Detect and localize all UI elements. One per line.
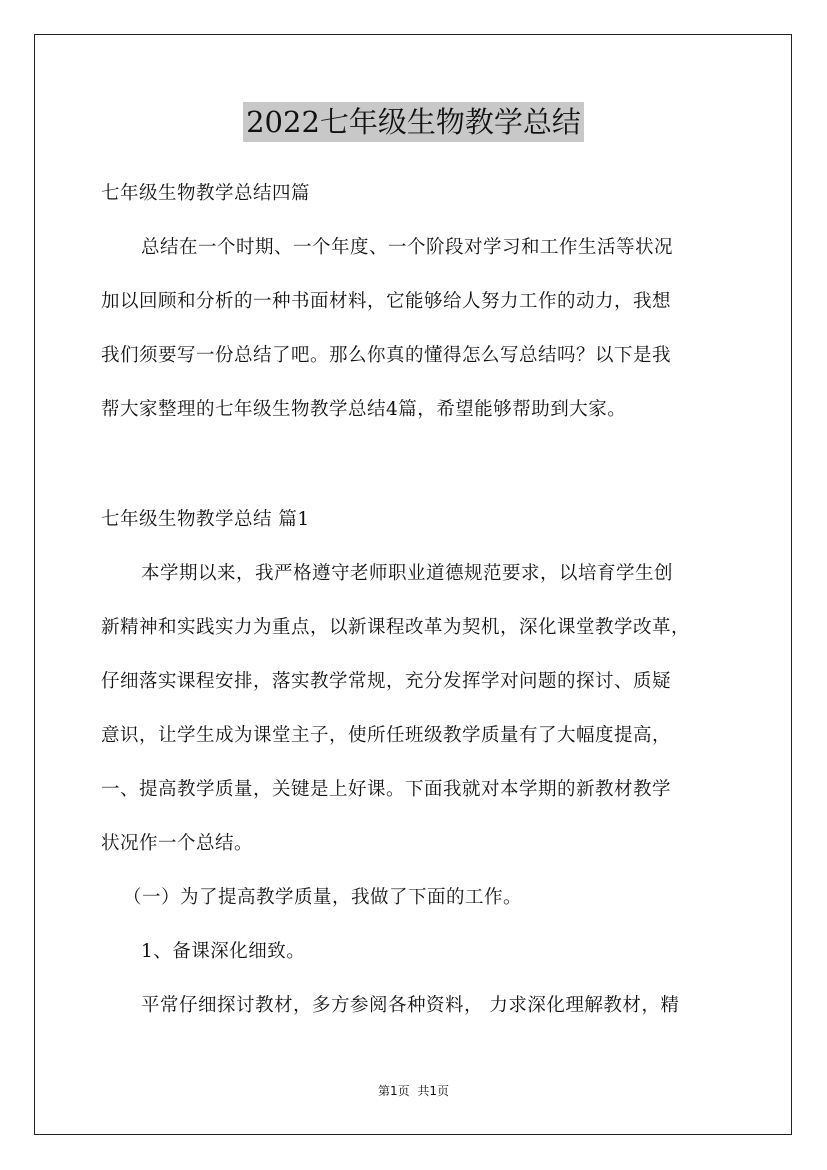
subsection-heading: （一）为了提高教学质量，我做了下面的工作。: [123, 887, 523, 908]
paragraph-line: 仔细落实课程安排，落实教学常规，充分发挥学对问题的探讨、质疑: [101, 671, 672, 692]
paragraph-line: 意识，让学生成为课堂主子，使所任班级教学质量有了大幅度提高，: [101, 725, 672, 746]
paragraph-line: 本学期以来，我严格遵守老师职业道德规范要求，以培育学生创: [141, 563, 674, 584]
paragraph-line: 加以回顾和分析的一种书面材料，它能够给人努力工作的动力，我想: [101, 291, 672, 312]
paragraph-line: 平常仔细探讨教材，多方参阅各种资料， 力求深化理解教材，精: [141, 995, 680, 1016]
page-total: 共1页: [417, 1084, 449, 1098]
paragraph-line: 一、提高教学质量，关键是上好课。下面我就对本学期的新教材教学: [101, 779, 672, 800]
page-footer: [0, 1082, 827, 1100]
paragraph-line: 我们须要写一份总结了吧。那么你真的懂得怎么写总结吗？以下是我: [101, 345, 672, 366]
page-number: 第1页: [378, 1084, 410, 1098]
paragraph-line: 帮大家整理的七年级生物教学总结4篇，希望能够帮助到大家。: [101, 399, 627, 420]
paragraph-line: 新精神和实践实力为重点，以新课程改革为契机，深化课堂教学改革，: [101, 617, 691, 638]
paragraph-line: 状况作一个总结。: [101, 833, 254, 854]
document-title: 2022七年级生物教学总结: [243, 102, 584, 142]
section-heading: 七年级生物教学总结 篇1: [101, 509, 310, 530]
list-item: 1、备课深化细致。: [141, 941, 306, 962]
paragraph-line: 总结在一个时期、一个年度、一个阶段对学习和工作生活等状况: [141, 237, 674, 258]
subtitle-line: 七年级生物教学总结四篇: [101, 183, 311, 204]
title-container: [0, 102, 827, 142]
